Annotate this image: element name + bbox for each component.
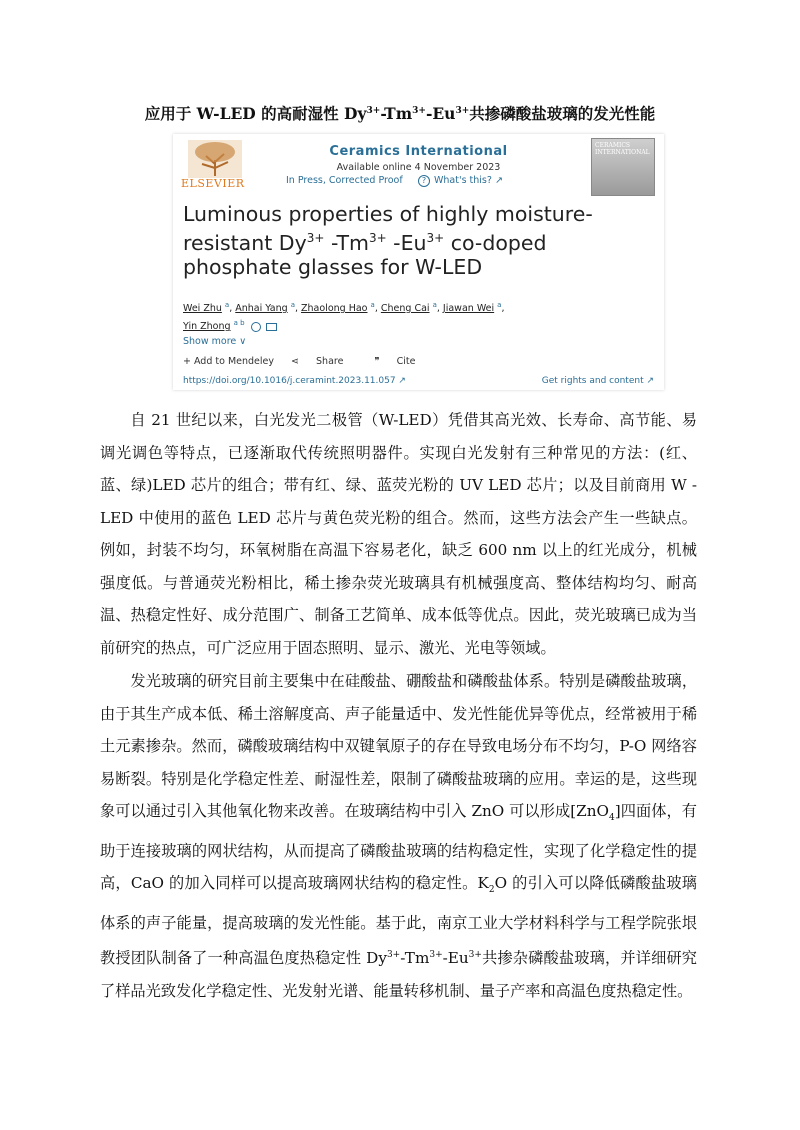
show-more-button[interactable]: Show more ∨ [183,336,247,347]
person-icon[interactable] [251,322,261,332]
paragraph-1: 自 21 世纪以来，白光发光二极管（W-LED）凭借其高光效、长寿命、高节能、易调光调色等特点，已逐渐取代传统照明器件。实现白光发射有三种常见的方法：(红、蓝、绿)LED 芯片的组合；带有红、绿、蓝荧光粉的 UV LED 芯片；以及目前商用 W -LED 中使用的蓝色 LED 芯片与黄色荧光粉的组合。然而，这些方法会产生一些缺点。例如，封装不均匀，环氧树脂在高温下容易老化，缺乏 600 nm 以上的红光成分，机械强度低。与普通荧光粉相比，稀土掺杂荧光玻璃具有机械强度高、整体结构均匀、耐高温、热稳定性好、成分范围广、制备工艺简单、成本低等优点。因此，荧光玻璃已成为当前研究的热点，可广泛应用于固态照明、显示、激光、光电等领域。 [100,411,697,657]
author-link[interactable]: Cheng Cai [380,303,430,315]
available-online-date: Available online 4 November 2023 [336,162,501,173]
journal-name[interactable]: Ceramics International [329,144,508,159]
author-link[interactable]: Anhai Yang [235,303,288,315]
author-link[interactable]: Yin Zhong [183,321,231,333]
article-header-card [173,134,664,390]
author-link[interactable]: Zhaolong Hao [301,303,368,315]
journal-cover-image[interactable] [591,138,655,196]
cite-button[interactable]: ❞ Cite [374,356,416,367]
get-rights-link[interactable]: Get rights and content ↗ [541,376,654,386]
doi-link[interactable]: https://doi.org/10.1016/j.ceramint.2023.11.057 ↗ [183,376,406,386]
author-list: Wei Zhu $^a$, Anhai Yang $^a$, Zhaolong Hao $^a$, Cheng Cai $^a$, Jiawan Wei $^a$, Yin Zhong $^{a b}$ [183,301,505,333]
article-title: Luminous properties of highly moisture-resistant $Dy^{3+}$ $-Tm^{3+}$ $-Eu^{3+}$ co-doped phosphate glasses for W-LED [183,202,593,279]
share-button[interactable]: ⋖ Share [291,356,344,367]
article-actions [183,356,443,367]
paragraph-2: 发光玻璃的研究目前主要集中在硅酸盐、硼酸盐和磷酸盐体系。特别是磷酸盐玻璃，由于其生产成本低、稀土溶解度高、声子能量适中、发光性能优异等优点，经常被用于稀土元素掺杂。然而，磷酸玻璃结构中双键氧原子的存在导致电场分布不均匀，P-O 网络容易断裂。特别是化学稳定性差、耐湿性差，限制了磷酸盐玻璃的应用。幸运的是，这些现象可以通过引入其他氧化物来改善。在玻璃结构中引入 ZnO 可以形成[ZnO$_4$]四面体，有助于连接玻璃的网状结构，从而提高了磷酸盐玻璃的结构稳定性，实现了化学稳定性的提高，CaO 的加入同样可以提高玻璃网状结构的稳定性。$K_2O$ 的引入可以降低磷酸盐玻璃体系的声子能量，提高玻璃的发光性能。基于此，南京工业大学材料科学与工程学院张垠教授团队制备了一种高温色度热稳定性 $Dy^{3+}-Tm^{3+}-Eu^{3+}$共掺杂磷酸盐玻璃，并详细研究了样品光致发化学稳定性、光发射光谱、能量转移机制、量子产率和高温色度热稳定性。 [100,672,697,1000]
author-link[interactable]: Jiawan Wei [442,303,495,315]
share-icon: ⋖ [291,356,303,367]
question-icon: ? [418,175,430,187]
cover-title: CERAMICS INTERNATIONAL [595,142,650,156]
document-title: 应用于 W-LED 的高耐湿性 $Dy^{3+}-Tm^{3+}-Eu^{3+}$共掺磷酸盐玻璃的发光性能 [144,104,656,123]
email-icon[interactable] [266,323,277,331]
author-link[interactable]: Wei Zhu [183,303,222,315]
add-to-mendeley-button[interactable]: + Add to Mendeley [183,356,274,367]
article-status[interactable]: In Press, Corrected Proof [286,175,403,186]
quote-icon: ❞ [374,356,383,367]
whats-this-link[interactable]: ? What's this? ↗ [418,175,503,187]
publisher-wordmark: ELSEVIER [181,177,245,190]
article-body [100,404,697,1008]
